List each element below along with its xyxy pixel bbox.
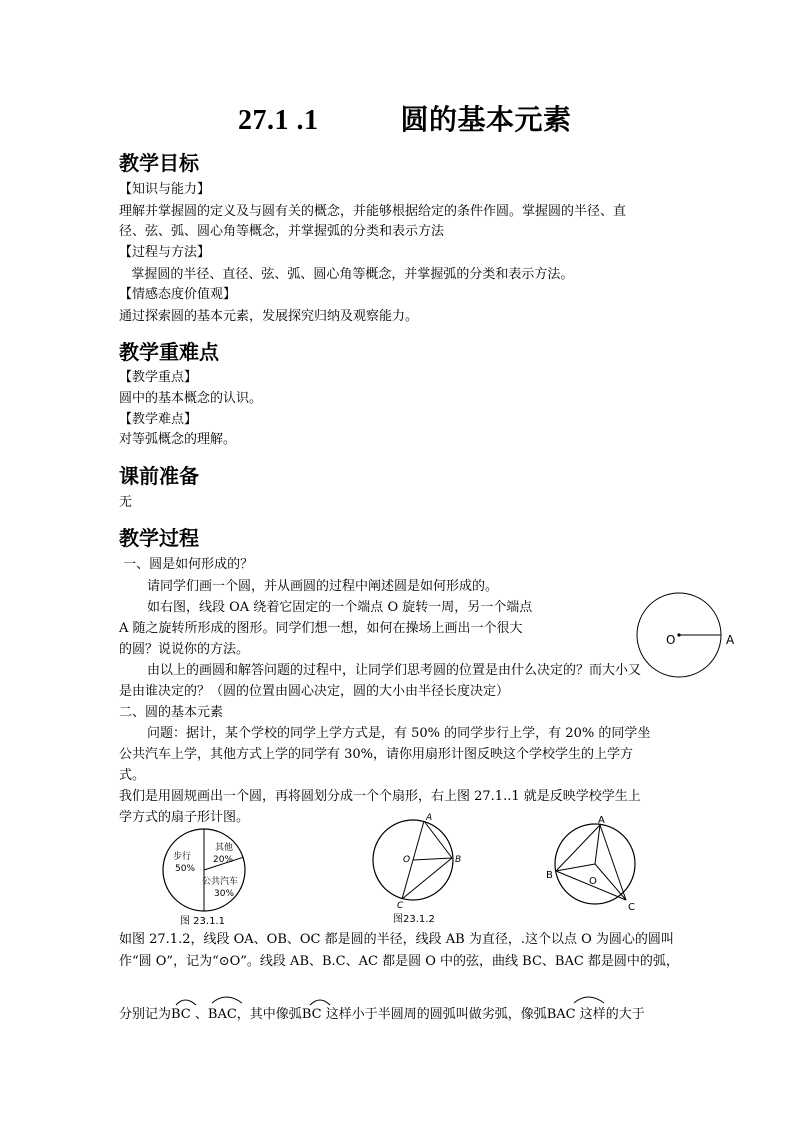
text-focus: 圆中的基本概念的认识。 xyxy=(119,391,263,406)
text-knowledge-2: 径、弦、弧、圆心角等概念，并掌握弧的分类和表示方法 xyxy=(119,224,445,239)
fig2-label-c: C xyxy=(397,901,404,911)
text-question-2: 二、圆的基本元素 xyxy=(119,705,224,720)
text-emotion: 通过探索圆的基本元素，发展探究归纳及观察能力。 xyxy=(119,309,419,324)
text-p2c: 的圆？说说你的方法。 xyxy=(119,642,250,657)
arc-mark-bc-2 xyxy=(310,1000,330,1005)
text-p6b: 作“圆 O”，记为“⊙O”。线段 AB、B.C、AC 都是圆 O 中的弦，曲线 BC、BAC 都是圆中的弧， xyxy=(119,954,679,969)
fig2-label-b: B xyxy=(455,855,462,865)
arc-mark-bac-2 xyxy=(574,997,604,1003)
fig-oa-label-a: A xyxy=(726,633,735,647)
arc-notation-bc-2: BC xyxy=(301,1007,322,1022)
pie-value-other: 20% xyxy=(213,855,234,865)
pie-label-bus: 公共汽车 xyxy=(202,877,239,887)
fig3-label-a: A xyxy=(598,815,605,826)
fig2-label-o: O xyxy=(403,855,411,865)
text-knowledge-1: 理解并掌握圆的定义及与圆有关的概念，并能够根据给定的条件作圆。掌握圆的半径、直 xyxy=(119,204,627,219)
text-p4c: 式。 xyxy=(119,768,146,783)
arc-marks xyxy=(170,993,670,1007)
figure-circle-triangle xyxy=(543,813,643,915)
text-p7-part2: ，其中像弧 xyxy=(236,1007,302,1022)
text-p4a: 问题：据计，某个学校的同学上学方式是，有 50% 的同学步行上学，有 20% 的同学坐 xyxy=(147,726,651,741)
label-difficulty: 【教学难点】 xyxy=(119,412,198,427)
heading-keypoints: 教学重难点 xyxy=(119,340,219,364)
pie-label-other: 其他 xyxy=(215,843,234,853)
text-p5a: 我们是用圆规画出一个圆，再将圆划分成一个个扇形，右上图 27.1..1 就是反映学校学生上 xyxy=(119,789,641,804)
text-process-method: 掌握圆的半径、直径、弦、弧、圆心角等概念，并掌握弧的分类和表示方法。 xyxy=(119,267,574,282)
fig-oa-label-o: O xyxy=(666,633,676,647)
text-p2a: 如右图，线段 OA 绕着它固定的一个端点 O 旋转一周，另一个端点 xyxy=(147,600,533,615)
pie-caption: 图 23.1.1 xyxy=(180,916,225,927)
label-focus: 【教学重点】 xyxy=(119,370,198,385)
label-emotion: 【情感态度价值观】 xyxy=(119,287,237,302)
heading-goals: 教学目标 xyxy=(119,151,199,175)
fig3-label-c: C xyxy=(628,902,635,913)
text-p2b: A 随之旋转所形成的图形。同学们想一想，如何在操场上画出一个很大 xyxy=(119,621,523,636)
arc-notation-bc-1: BC xyxy=(171,1007,191,1022)
fig3-label-o: O xyxy=(589,876,597,887)
text-p3b: 是由谁决定的？（圆的位置由圆心决定，圆的大小由半径长度决定） xyxy=(119,684,510,699)
text-question-1: 一、圆是如何形成的？ xyxy=(119,557,254,572)
figure-circle-chords xyxy=(368,810,468,925)
heading-process: 教学过程 xyxy=(119,526,199,550)
text-p7-sep: 、 xyxy=(190,1007,208,1022)
text-p7-part1: 分别记为 xyxy=(119,1007,172,1022)
pie-value-bus: 30% xyxy=(214,889,235,899)
label-knowledge: 【知识与能力】 xyxy=(119,182,211,197)
arc-mark-bac-1 xyxy=(212,997,242,1003)
text-p7-part3: 这样小于半圆周的圆弧叫做劣弧，像弧 xyxy=(321,1007,547,1022)
text-p3a: 由以上的画圆和解答问题的过程中，让同学们思考圆的位置是由什么决定的？而大小又 xyxy=(147,663,642,678)
fig2-label-a: A xyxy=(426,813,433,823)
arc-mark-bc-1 xyxy=(176,1000,196,1005)
text-p5b: 学方式的扇子形计图。 xyxy=(119,810,250,825)
figure-pie-chart xyxy=(160,828,250,928)
arc-notation-bac-2: BAC xyxy=(546,1007,576,1022)
arc-notation-bac-1: BAC xyxy=(207,1007,237,1022)
title-text: 圆的基本元素 xyxy=(400,103,572,136)
title-number: 27.1 .1 xyxy=(238,105,319,136)
figure-circle-oa xyxy=(630,590,740,690)
text-p6a: 如图 27.1.2，线段 OA、OB、OC 都是圆的半径，线段 AB 为直径，.这个以点 O 为圆心的圆叫 xyxy=(119,932,674,947)
label-process-method: 【过程与方法】 xyxy=(119,245,211,260)
text-p7 xyxy=(119,1005,645,1025)
text-p7-part4: 这样的大于 xyxy=(575,1007,645,1022)
pie-value-walk: 50% xyxy=(175,864,196,874)
fig3-label-b: B xyxy=(546,870,553,881)
text-difficulty: 对等弧概念的理解。 xyxy=(119,432,237,447)
page-title xyxy=(238,98,572,138)
fig2-caption: 图23.1.2 xyxy=(393,914,435,925)
heading-prep: 课前准备 xyxy=(119,464,199,488)
text-p1: 请同学们画一个圆，并从画圆的过程中阐述圆是如何形成的。 xyxy=(147,579,499,594)
text-p4b: 公共汽车上学，其他方式上学的同学有 30%，请你用扇形计图反映这个学校学生的上学方 xyxy=(119,747,634,762)
pie-label-walk: 步行 xyxy=(173,852,192,862)
text-prep: 无 xyxy=(119,495,133,510)
